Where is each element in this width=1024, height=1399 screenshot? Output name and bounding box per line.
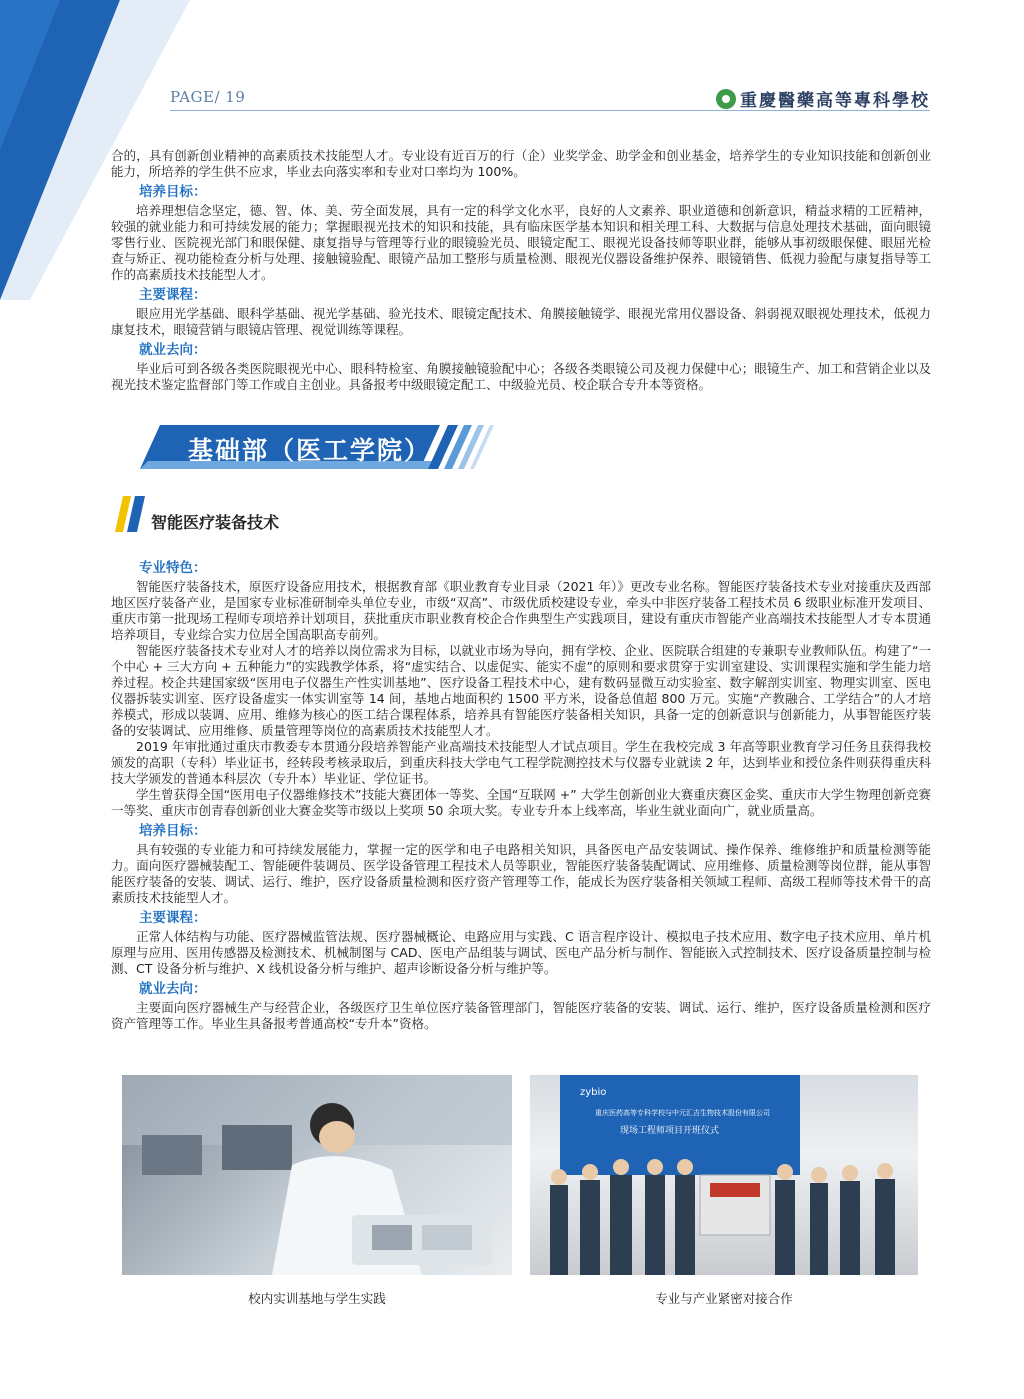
feature-paragraph-1: 智能医疗装备技术，原医疗设备应用技术，根据教育部《职业教育专业目录（2021 年）》更改专业名称。智能医疗装备技术专业对接重庆及西部地区医疗装备产业，是国家专业标准研制牵头单位专业，市级“双高”、市级优质校建设专业，牵头中非医疗装备工程技术员 6 级职业标准开发项目、重庆市第一批现场工程师专项培养计划项目，获批重庆市职业教育校企合作典型生产实践项目，建设有重庆市智能产业高端技术技能型人才专本贯通培养项目，专业综合实力位居全国高职高专前列。 [111, 579, 931, 642]
major-title-block [115, 496, 515, 532]
lab-practice-photo [122, 1075, 512, 1275]
major-section [111, 556, 931, 1032]
job-paragraph: 毕业后可到各级各类医院眼视光中心、眼科特检室、角膜接触镜验配中心；各级各类眼镜公司及视力保健中心；眼镜生产、加工和营销企业以及视光技术鉴定监督部门等工作或自主创业。具备报考中级眼镜定配工、中级验光员、校企联合专升本等资格。 [111, 361, 931, 392]
major-course-paragraph: 正常人体结构与功能、医疗器械监管法规、医疗器械概论、电路应用与实践、C 语言程序设计、模拟电子技术应用、数字电子技术应用、单片机原理与应用、医用传感器及检测技术、机械制图与 CAD、医电产品组装与调试、医电产品分析与制作、智能嵌入式控制技术、医疗设备质量控制与检测、CT 设备分析与维护、X 线机设备分析与维护、超声诊断设备分析与维护等。 [111, 929, 931, 976]
school-name: 重慶醫藥高等專科學校 [740, 91, 930, 111]
screen-brand: zybio [580, 1087, 607, 1098]
feature-paragraph-4: 学生曾获得全国“医用电子仪器维修技术”技能大赛团体一等奖、全国“互联网 +” 大学生创新创业大赛重庆赛区金奖、重庆市大学生物理创新竞赛一等奖、重庆市创青春创新创业大赛金奖等市级以上奖项 50 余项大奖。专业专升本上线率高，毕业生就业面向广，就业质量高。 [111, 787, 931, 818]
major-job-heading: 就业去向： [139, 981, 207, 997]
right-photo-caption: 专业与产业紧密对接合作 [655, 1291, 793, 1306]
goal-heading: 培养目标： [139, 184, 207, 200]
feature-paragraph-2: 智能医疗装备技术专业对人才的培养以岗位需求为目标，以就业市场为导向，拥有学校、企业、医院联合组建的专兼职专业教师队伍。构建了“一个中心 + 三大方向 + 五种能力”的实践教学体系，将“虚实结合、以虚促实、能实不虚”的原则和要求贯穿于实训室建设、实训课程实施和学生能力培养过程。校企共建国家级“医用电子仪器生产性实训基地”、医疗设备工程技术中心，建有数码显微互动实验室、数字解剖实训室、物理实训室、医电仪器拆装实训室、医疗设备虚实一体实训室等 14 间，基地占地面积约 1500 平方米，设备总值超 800 万元。实施“产教融合、工学结合”的人才培养模式，形成以装调、应用、维修为核心的医工结合课程体系，培养具有智能医疗装备相关知识，具备一定的创新意识与创新能力，从事智能医疗装备的安装调试、应用维修、质量管理等岗位的高素质技术技能型人才。 [111, 643, 931, 738]
department-banner [140, 425, 510, 469]
course-paragraph: 眼应用光学基础、眼科学基础、视光学基础、验光技术、眼镜定配技术、角膜接触镜学、眼视光常用仪器设备、斜弱视双眼视处理技术，低视力康复技术，眼镜营销与眼镜店管理、视觉训练等课程。 [111, 306, 931, 337]
page-number: PAGE/ 19 [170, 88, 246, 106]
major-goal-paragraph: 具有较强的专业能力和可持续发展能力，掌握一定的医学和电子电路相关知识，具备医电产品安装调试、操作保养、维修维护和质量检测等能力。面向医疗器械装配工、智能硬件装调员、医学设备管理工程技术人员等职业，智能医疗装备装配调试、应用维修、质量检测等岗位群，能从事智能医疗装备的安装、调试、运行、维护，医疗设备质量检测和医疗资产管理等工作，能成长为医疗装备相关领域工程师、高级工程师等技术骨干的高素质技术技能型人才。 [111, 842, 931, 905]
major-course-heading: 主要课程： [139, 910, 207, 926]
major-goal-heading: 培养目标： [139, 823, 207, 839]
department-title: 基础部（医工学院） [188, 436, 432, 465]
lab-scene [122, 1075, 512, 1275]
intro-paragraph: 合的，具有创新创业精神的高素质技术技能型人才。专业设有近百万的行（企）业奖学金、助学金和创业基金，培养学生的专业知识技能和创新创业能力，所培养的学生供不应求，毕业去向落实率和专业对口率均为 100%。 [111, 148, 931, 179]
feature-heading: 专业特色： [139, 560, 207, 576]
ceremony-scene [530, 1075, 918, 1275]
feature-paragraph-3: 2019 年审批通过重庆市教委专本贯通分段培养智能产业高端技术技能型人才试点项目。学生在我校完成 3 年高等职业教育学习任务且获得我校颁发的高职（专科）毕业证书，经转段考核录取后，到重庆科技大学电气工程学院测控技术与仪器专业就读 2 年，达到毕业和授位条件则获得重庆科技大学颁发的普通本科层次（专升本）毕业证、学位证书。 [111, 739, 931, 786]
course-heading: 主要课程： [139, 287, 207, 303]
major-job-paragraph: 主要面向医疗器械生产与经营企业，各级医疗卫生单位医疗装备管理部门，智能医疗装备的安装、调试、运行、维护，医疗设备质量检测和医疗资产管理等工作。毕业生具备报考普通高校“专升本”资格。 [111, 1000, 931, 1031]
previous-major-section [111, 148, 931, 393]
left-photo-caption: 校内实训基地与学生实践 [248, 1291, 386, 1306]
industry-cooperation-photo [530, 1075, 918, 1275]
major-title: 智能医疗装备技术 [151, 513, 280, 532]
title-bars-icon [115, 496, 145, 532]
school-brand [716, 86, 930, 111]
school-logo-icon [716, 89, 736, 109]
page-header [170, 84, 930, 111]
goal-paragraph: 培养理想信念坚定，德、智、体、美、劳全面发展，具有一定的科学文化水平，良好的人文素养、职业道德和创新意识，精益求精的工匠精神，较强的就业能力和可持续发展的能力；掌握眼视光技术的知识和技能，具有临床医学基本知识和相关理工科、大数据与信息处理技术基础，面向眼镜零售行业、医院视光部门和眼保健、康复指导与管理等行业的眼镜验光员、眼镜定配工、眼视光设备技师等职业群，能够从事初级眼保健、眼屈光检查与矫正、视功能检查分析与处理、接触镜验配、眼镜产品加工整形与质量检测、眼视光仪器设备维护保养、眼镜销售、低视力验配与康复指导等工作的高素质技术技能型人才。 [111, 203, 931, 282]
screen-line-2: 现场工程师项目开班仪式 [620, 1126, 720, 1136]
screen-line-1: 重庆医药高等专科学校与中元汇吉生物技术股份有限公司 [595, 1109, 770, 1117]
job-heading: 就业去向： [139, 342, 207, 358]
